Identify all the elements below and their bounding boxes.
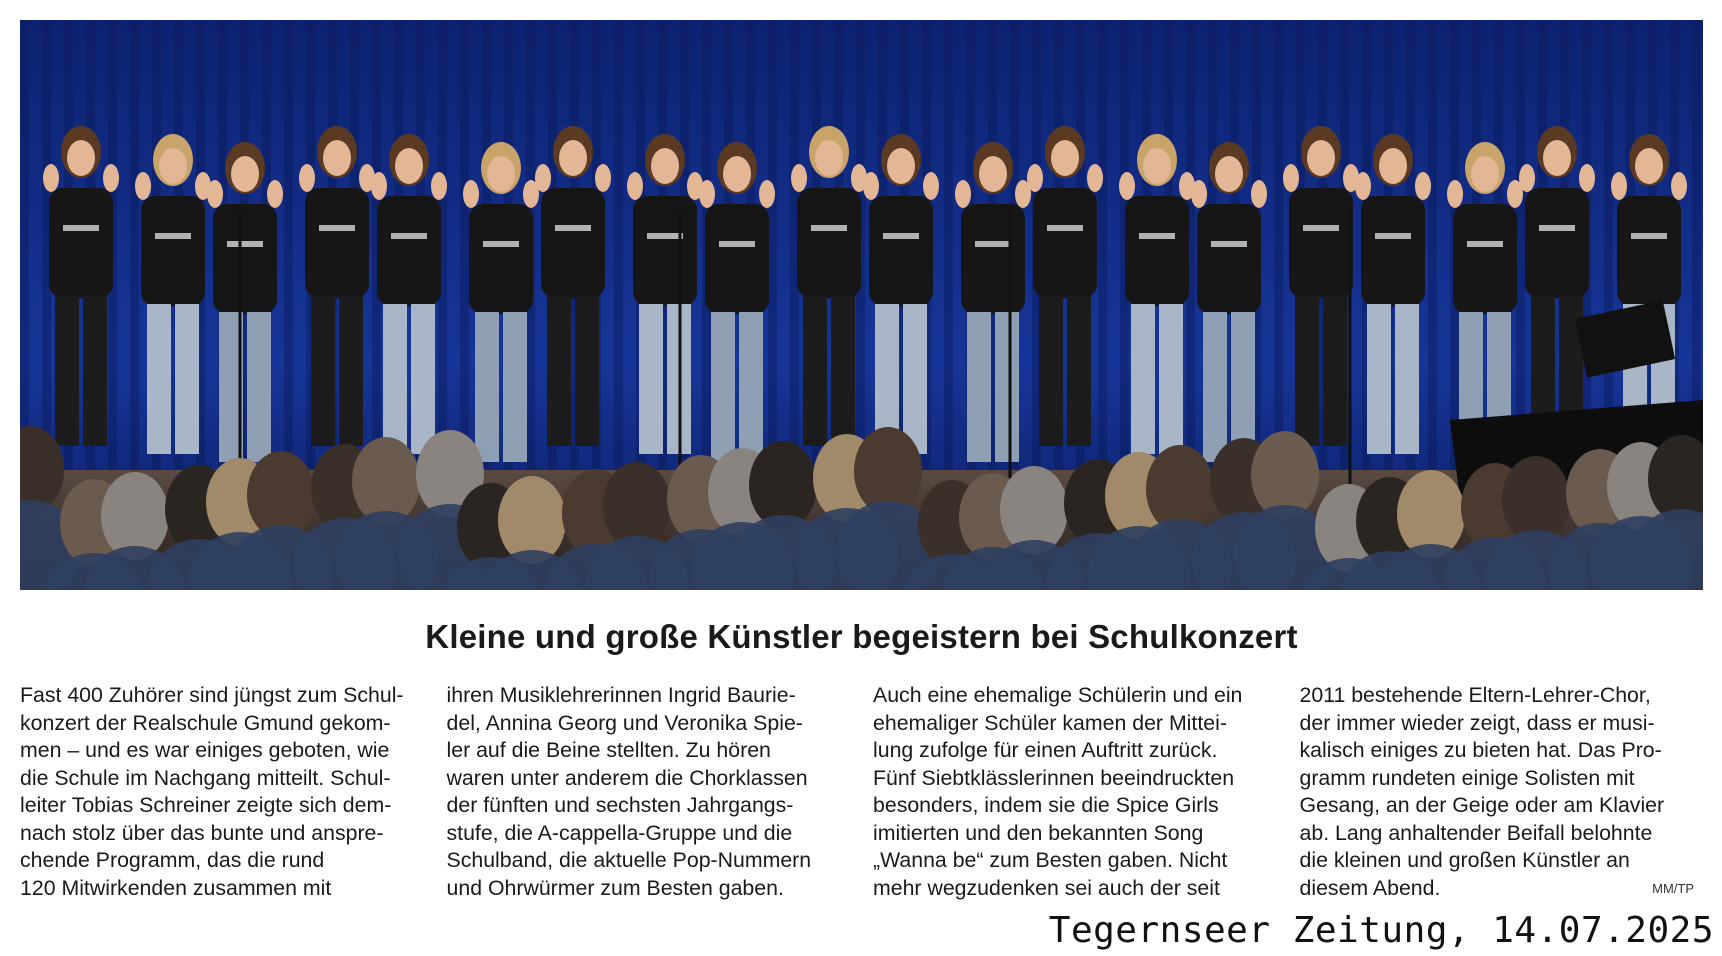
headline: Kleine und große Künstler begeistern bei Schulkonzert — [425, 618, 1298, 655]
article-column-3: Auch eine ehemalige Schülerin und ein ehemaliger Schüler kamen der Mittei- lung zufolge für einen Auftritt zurück. Fünf Siebtklässlerinnen beeindruckten besonders, indem sie die Spice Girls imitierten und den bekannten Song „Wanna be“ zum Besten gaben. Nicht mehr wegzudenken sei auch der seit — [873, 683, 1243, 900]
article-column-1: Fast 400 Zuhörer sind jüngst zum Schul- konzert der Realschule Gmund gekom- men – und es war einiges geboten, wie die Schule im Nachgang mitteilt. Schul- leiter Tobias Schreiner zeigte sich dem- nach stolz über das bunte und anspre- chende Programm, das die rund 120 Mitwirkenden zusammen mit — [20, 683, 404, 900]
article-column-4: 2011 bestehende Eltern-Lehrer-Chor, der immer wieder zeigt, dass er musi- kalisch einiges zu bieten hat. Das Pro- gramm rundeten einige Solisten mit Gesang, an der Geige oder am Klavier ab. Lang anhaltender Beifall belohnte die kleinen und großen Künstler an diesem Abend. — [1299, 683, 1665, 900]
photo-credit: MM/TP — [1652, 881, 1694, 896]
article-body — [20, 682, 1710, 902]
choir-stage-photo — [20, 20, 1703, 590]
article-photo — [20, 20, 1703, 590]
source-line: Tegernseer Zeitung, 14.07.2025 — [1048, 910, 1714, 951]
article-column-2: ihren Musiklehrerinnen Ingrid Baurie- del, Annina Georg und Veronika Spie- ler auf die Beine stellten. Zu hören waren unter anderem die Chorklassen der fünften und sechsten Jahrgangs- stufe, die A-cappella-Gruppe und die Schulband, die aktuelle Pop-Nummern und Ohrwürmer zum Besten gaben. — [446, 683, 812, 900]
